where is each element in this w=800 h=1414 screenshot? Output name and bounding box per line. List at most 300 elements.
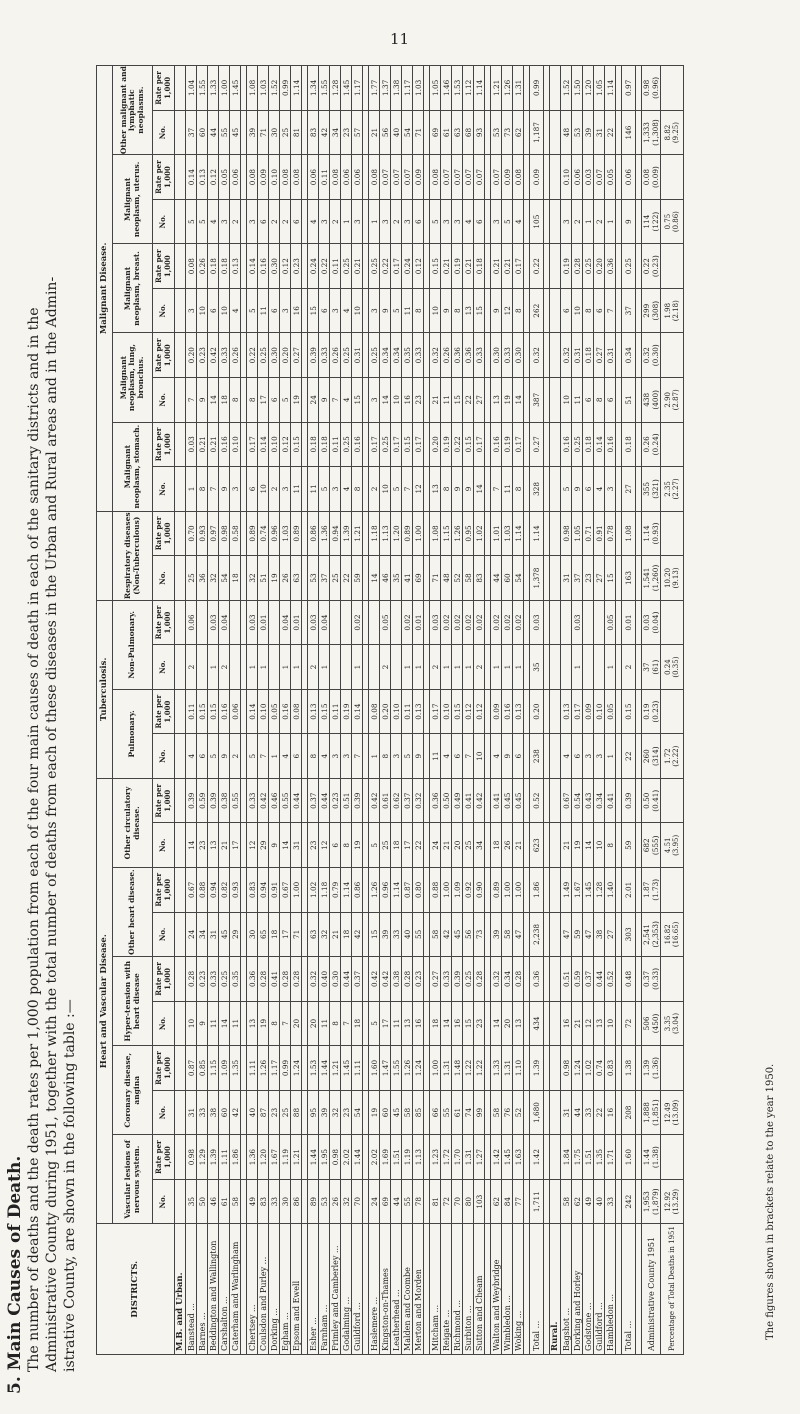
death-count: 40 [391, 110, 402, 155]
death-count: 9 [413, 734, 424, 779]
death-count: 7 [605, 288, 616, 333]
death-rate: 1.26 [452, 511, 463, 556]
death-count: 62 [513, 110, 524, 155]
death-rate: 0.83 [605, 1046, 616, 1091]
death-count: 4 [208, 199, 219, 244]
death-count: 12.92 (13.29) [661, 1179, 684, 1224]
death-rate: 0.09 [583, 689, 594, 734]
death-count: 35 [186, 1179, 197, 1224]
no-header: No. [153, 1090, 175, 1135]
death-rate: 0.25 [369, 333, 380, 378]
death-rate: 1.00 [441, 868, 452, 913]
death-rate: 2.02 [341, 1135, 352, 1180]
rate-header: Rate per 1,000 [153, 422, 175, 467]
death-count: 6 [247, 467, 258, 512]
death-count: 22 [463, 378, 474, 423]
death-count: 16.82 (16.65) [661, 912, 684, 957]
death-rate [661, 511, 684, 556]
death-rate: 0.42 [208, 333, 219, 378]
death-count: 0.75 (0.86) [661, 199, 684, 244]
no-header: No. [153, 199, 175, 244]
district-name: Hambledon ... [605, 1224, 616, 1355]
death-rate: 1.42 [491, 1135, 502, 1180]
death-rate: 0.21 [208, 422, 219, 467]
death-rate: 0.17 [430, 689, 441, 734]
death-rate: 0.87 [186, 1046, 197, 1091]
death-rate: 0.19 [341, 689, 352, 734]
death-rate: 0.09 [530, 155, 544, 200]
group-respiratory [97, 511, 113, 600]
district-name: Merton and Morden [413, 1224, 424, 1355]
death-rate: 0.41 [463, 778, 474, 823]
death-count [175, 734, 186, 779]
rate-header: Rate per 1,000 [153, 1046, 175, 1091]
death-count: 3 [330, 734, 341, 779]
death-rate: 0.91 [594, 511, 605, 556]
death-count: 7 [491, 467, 502, 512]
death-count: 5 [319, 467, 330, 512]
death-count: 1,333 (1,308) [642, 110, 661, 155]
table-row [186, 66, 197, 1355]
death-count: 66 [430, 1090, 441, 1135]
death-count: 21 [572, 1001, 583, 1046]
death-count: 44 [572, 1090, 583, 1135]
death-count: 6 [594, 288, 605, 333]
table-row [230, 66, 241, 1355]
death-count: 31 [291, 823, 302, 868]
death-count [550, 1090, 561, 1135]
total-row [622, 66, 636, 1355]
death-count: 19 [572, 823, 583, 868]
death-rate: 0.17 [572, 689, 583, 734]
death-count: 40 [594, 1179, 605, 1224]
districts-header: DISTRICTS. [97, 1224, 175, 1355]
table-row [441, 66, 452, 1355]
death-count: 4 [319, 734, 330, 779]
death-count: 1,711 [530, 1179, 544, 1224]
table-row [605, 66, 616, 1355]
death-count: 13 [402, 1001, 413, 1046]
death-count: 6 [561, 288, 572, 333]
death-count: 2 [391, 199, 402, 244]
district-name: Barnes ... [197, 1224, 208, 1355]
death-rate: 0.08 [280, 155, 291, 200]
death-count: 11 [230, 1001, 241, 1046]
death-count: 58 [402, 1090, 413, 1135]
death-count: 33 [583, 1090, 594, 1135]
death-rate: 0.02 [352, 600, 363, 645]
death-count: 14 [380, 378, 391, 423]
death-rate: 0.37 [402, 778, 413, 823]
death-count: 3 [330, 467, 341, 512]
death-rate: 0.20 [380, 689, 391, 734]
death-count: 7 [463, 734, 474, 779]
death-count [550, 110, 561, 155]
death-count: 3 [561, 199, 572, 244]
death-count: 5 [402, 734, 413, 779]
death-rate: 0.28 [186, 957, 197, 1002]
death-rate: 1.19 [402, 1135, 413, 1180]
death-rate: 0.86 [308, 511, 319, 556]
death-rate: 0.10 [441, 689, 452, 734]
death-rate: 1.00 [291, 868, 302, 913]
death-count: 8.82 (9.25) [661, 110, 684, 155]
death-count: 12 [247, 823, 258, 868]
death-rate: 1.45 [341, 66, 352, 111]
death-rate: 1.20 [391, 511, 402, 556]
death-rate: 0.25 [341, 244, 352, 289]
death-rate [269, 600, 280, 645]
death-count: 17 [230, 823, 241, 868]
death-rate: 1.69 [380, 1135, 391, 1180]
cause-other-heart: Other heart disease. [113, 868, 153, 957]
cause-tb-non-pulmonary: Non-Pulmonary. [113, 600, 153, 689]
death-rate: 0.02 [502, 600, 513, 645]
death-count: 14 [441, 1001, 452, 1046]
death-rate: 1.08 [622, 511, 636, 556]
death-rate: 0.03 [186, 422, 197, 467]
district-name: Godalming ... [341, 1224, 352, 1355]
death-rate: 0.15 [402, 422, 413, 467]
death-rate: 0.11 [319, 155, 330, 200]
death-count: 4 [491, 734, 502, 779]
death-rate: 0.22 (0.23) [642, 244, 661, 289]
death-count: 13 [594, 1001, 605, 1046]
death-count: 60 [502, 556, 513, 601]
death-count: 19 [291, 378, 302, 423]
death-count: 1 [247, 645, 258, 690]
death-rate: 0.52 [530, 778, 544, 823]
death-count: 19 [258, 1001, 269, 1046]
death-rate: 0.25 [258, 333, 269, 378]
death-count: 2 [269, 199, 280, 244]
death-rate [550, 66, 561, 111]
death-rate [175, 155, 186, 200]
death-count: 18 [391, 823, 402, 868]
death-count: 30 [247, 912, 258, 957]
death-count: 31 [561, 1090, 572, 1135]
death-rate: 0.30 [330, 957, 341, 1002]
death-count: 10 [197, 288, 208, 333]
death-rate: 0.03 [308, 600, 319, 645]
district-name: Walton and Weybridge [491, 1224, 502, 1355]
death-rate: 0.94 [330, 511, 341, 556]
death-count: 47 [513, 912, 524, 957]
death-count: 12.49 (13.09) [661, 1090, 684, 1135]
death-rate: 1.00 [413, 511, 424, 556]
death-count [550, 288, 561, 333]
death-count: 74 [463, 1090, 474, 1135]
death-count: 11 [291, 467, 302, 512]
death-count: 42 [319, 110, 330, 155]
death-count: 58 [230, 1179, 241, 1224]
death-rate: 1.45 [230, 66, 241, 111]
table-row [491, 66, 502, 1355]
district-name: Rural. [550, 1224, 561, 1355]
death-count: 71 [291, 912, 302, 957]
death-rate: 1.86 [530, 868, 544, 913]
death-count: 84 [502, 1179, 513, 1224]
death-count: 3 [380, 199, 391, 244]
death-count: 45 [230, 110, 241, 155]
death-count: 45 [452, 912, 463, 957]
death-count: 21 [441, 823, 452, 868]
death-rate: 0.37 (0.33) [642, 957, 661, 1002]
death-count: 9 [380, 288, 391, 333]
no-header: No. [153, 912, 175, 957]
death-count: 6 [319, 288, 330, 333]
death-rate: 1.00 [219, 66, 230, 111]
death-count: 18 [219, 378, 230, 423]
death-count: 50 [197, 1179, 208, 1224]
district-name: Total ... [622, 1224, 636, 1355]
death-count: 89 [308, 1179, 319, 1224]
death-rate: 0.36 [605, 244, 616, 289]
death-rate: 0.31 [352, 333, 363, 378]
death-rate: 0.33 [219, 333, 230, 378]
death-count: 7 [402, 467, 413, 512]
death-rate: 1.02 [474, 511, 485, 556]
death-count: 5 [391, 467, 402, 512]
death-rate: 1.13 [413, 1135, 424, 1180]
death-rate: 0.15 [208, 689, 219, 734]
death-count [583, 645, 594, 690]
death-rate: 0.40 [319, 957, 330, 1002]
death-count: 1,378 [530, 556, 544, 601]
death-count: 1 [605, 734, 616, 779]
death-count: 18 [269, 912, 280, 957]
death-count: 1 [441, 645, 452, 690]
death-rate: 1.55 [319, 66, 330, 111]
death-count: 9 [502, 734, 513, 779]
death-rate: 0.36 [530, 957, 544, 1002]
death-rate: 0.17 [474, 422, 485, 467]
death-rate: 1.39 [341, 511, 352, 556]
death-count: 10 [594, 823, 605, 868]
death-count: 12 [502, 288, 513, 333]
death-count: 1 [369, 199, 380, 244]
death-rate [661, 778, 684, 823]
death-count: 9 [452, 467, 463, 512]
table-row [572, 66, 583, 1355]
death-count: 10 [430, 288, 441, 333]
death-rate: 0.22 [319, 244, 330, 289]
death-rate: 0.41 [605, 778, 616, 823]
death-count: 8 [441, 467, 452, 512]
death-rate: 0.99 [280, 1046, 291, 1091]
death-rate: 0.90 [474, 868, 485, 913]
death-rate: 0.06 [622, 155, 636, 200]
death-count: 33 [197, 1090, 208, 1135]
death-rate: 0.10 [269, 155, 280, 200]
death-count: 2,541 (2,353) [642, 912, 661, 957]
death-count: 13 [247, 1001, 258, 1046]
death-rate: 1.31 [502, 1046, 513, 1091]
death-rate: 0.25 [380, 422, 391, 467]
death-count: 18 [341, 912, 352, 957]
death-count: 11 [319, 1001, 330, 1046]
death-count: 46 [380, 556, 391, 601]
death-rate [594, 600, 605, 645]
death-count: 299 (308) [642, 288, 661, 333]
district-name: Richmond ... [452, 1224, 463, 1355]
death-rate: 2.02 [369, 1135, 380, 1180]
death-rate [661, 957, 684, 1002]
death-count: 77 [513, 1179, 524, 1224]
death-rate: 0.42 [258, 778, 269, 823]
death-rate: 0.78 [605, 511, 616, 556]
death-count: 7 [186, 378, 197, 423]
death-count: 39 [583, 110, 594, 155]
death-count: 8 [352, 467, 363, 512]
death-rate: 0.42 [369, 957, 380, 1002]
death-rate: 0.79 [330, 868, 341, 913]
death-count: 24 [369, 1179, 380, 1224]
death-count [550, 912, 561, 957]
death-rate: 1.75 [572, 1135, 583, 1180]
district-name: Chertsey ... [247, 1224, 258, 1355]
death-count: 23 [341, 110, 352, 155]
death-count: 3 [280, 288, 291, 333]
death-rate: 0.23 [197, 333, 208, 378]
death-rate: 0.42 [369, 778, 380, 823]
death-rate: 1.60 [622, 1135, 636, 1180]
death-rate: 0.33 [474, 333, 485, 378]
death-count: 3 [330, 288, 341, 333]
death-count [175, 1179, 186, 1224]
death-count: 6 [291, 199, 302, 244]
death-rate: 1.39 [208, 1135, 219, 1180]
death-count: 30 [269, 110, 280, 155]
death-count: 434 [530, 1001, 544, 1046]
death-rate: 1.53 [308, 1046, 319, 1091]
death-rate: 0.98 (0.96) [642, 66, 661, 111]
district-name: Coulsdon and Purley ... [258, 1224, 269, 1355]
death-count: 1.98 (2.18) [661, 288, 684, 333]
death-rate: 1.35 [594, 1135, 605, 1180]
death-rate: 1.03 [413, 66, 424, 111]
death-rate: 1.51 [583, 1135, 594, 1180]
death-count: 9 [441, 288, 452, 333]
death-rate: 0.28 [513, 957, 524, 1002]
death-rate: 0.07 [474, 155, 485, 200]
death-rate: 0.70 [186, 511, 197, 556]
death-count: 33 [269, 1179, 280, 1224]
death-rate [391, 600, 402, 645]
table-row [380, 66, 391, 1355]
death-count: 10 [561, 378, 572, 423]
title-line-2: Administrative County during 1951, together with the total number of deaths from each of these diseases in the Urban and Rural areas and in the Admin- [44, 276, 60, 1372]
death-rate: 0.98 [561, 1046, 572, 1091]
death-rate: 0.27 [430, 957, 441, 1002]
death-count: 5 [197, 199, 208, 244]
death-rate: 1.42 [530, 1135, 544, 1180]
death-rate [175, 600, 186, 645]
death-count: 146 [622, 110, 636, 155]
death-rate: 0.18 [583, 422, 594, 467]
table-row [430, 66, 441, 1355]
death-count: 10 [352, 288, 363, 333]
death-count: 52 [513, 1090, 524, 1135]
death-rate: 0.15 [622, 689, 636, 734]
death-count [175, 199, 186, 244]
total-row [530, 66, 544, 1355]
death-rate: 0.25 [341, 422, 352, 467]
death-count: 18 [230, 556, 241, 601]
death-rate: 0.27 [291, 333, 302, 378]
death-count: 49 [583, 1179, 594, 1224]
death-rate: 0.24 [308, 244, 319, 289]
death-count: 56 [463, 912, 474, 957]
death-count: 3 [391, 734, 402, 779]
district-name: Percentage of Total Deaths in 1951 [661, 1224, 684, 1355]
death-count: 69 [413, 556, 424, 601]
death-rate: 0.06 [341, 155, 352, 200]
death-count [561, 645, 572, 690]
death-count: 14 [369, 556, 380, 601]
death-count: 8 [330, 1001, 341, 1046]
death-rate: 0.31 [572, 333, 583, 378]
death-count: 8 [605, 823, 616, 868]
cause-breast: Malignant neoplasm, breast. [113, 244, 153, 333]
death-count [175, 288, 186, 333]
table-row [208, 66, 219, 1355]
death-rate: 0.07 [380, 155, 391, 200]
death-rate [661, 1135, 684, 1180]
death-count: 54 [352, 1090, 363, 1135]
death-rate: 1.21 [291, 1135, 302, 1180]
district-name: Guildford ... [594, 1224, 605, 1355]
death-count: 15 [452, 378, 463, 423]
death-rate: 1.09 [452, 868, 463, 913]
death-count: 2 [330, 199, 341, 244]
death-count: 35 [530, 645, 544, 690]
death-rate: 0.31 [605, 333, 616, 378]
death-count: 3 [452, 199, 463, 244]
no-rate-subheaders [153, 66, 175, 1355]
death-count: 6 [269, 288, 280, 333]
death-rate: 1.67 [572, 868, 583, 913]
death-count [175, 556, 186, 601]
cause-vascular-lesions: Vascular lesions of nervous system. [113, 1135, 153, 1224]
death-count: 11 [391, 1001, 402, 1046]
death-count: 73 [502, 110, 513, 155]
death-rate: 0.08 (0.09) [642, 155, 661, 200]
death-rate: 0.10 [594, 689, 605, 734]
death-rate: 0.34 [380, 333, 391, 378]
death-count: 8 [583, 288, 594, 333]
death-count: 54 [513, 556, 524, 601]
death-rate: 0.11 [330, 244, 341, 289]
death-count: 6 [291, 734, 302, 779]
death-rate: 0.86 [352, 868, 363, 913]
death-count [391, 645, 402, 690]
death-count: 9 [197, 378, 208, 423]
death-rate: 0.02 [441, 600, 452, 645]
death-count: 27 [474, 378, 485, 423]
death-count: 47 [583, 912, 594, 957]
death-count: 5 [186, 199, 197, 244]
death-count: 53 [491, 110, 502, 155]
death-count: 5 [369, 1001, 380, 1046]
death-rate [550, 1046, 561, 1091]
death-count: 12 [413, 467, 424, 512]
death-rate: 0.97 [622, 66, 636, 111]
death-count: 4 [230, 288, 241, 333]
death-rate: 1.15 [208, 1046, 219, 1091]
death-count: 3 [605, 467, 616, 512]
death-count: 22 [622, 734, 636, 779]
